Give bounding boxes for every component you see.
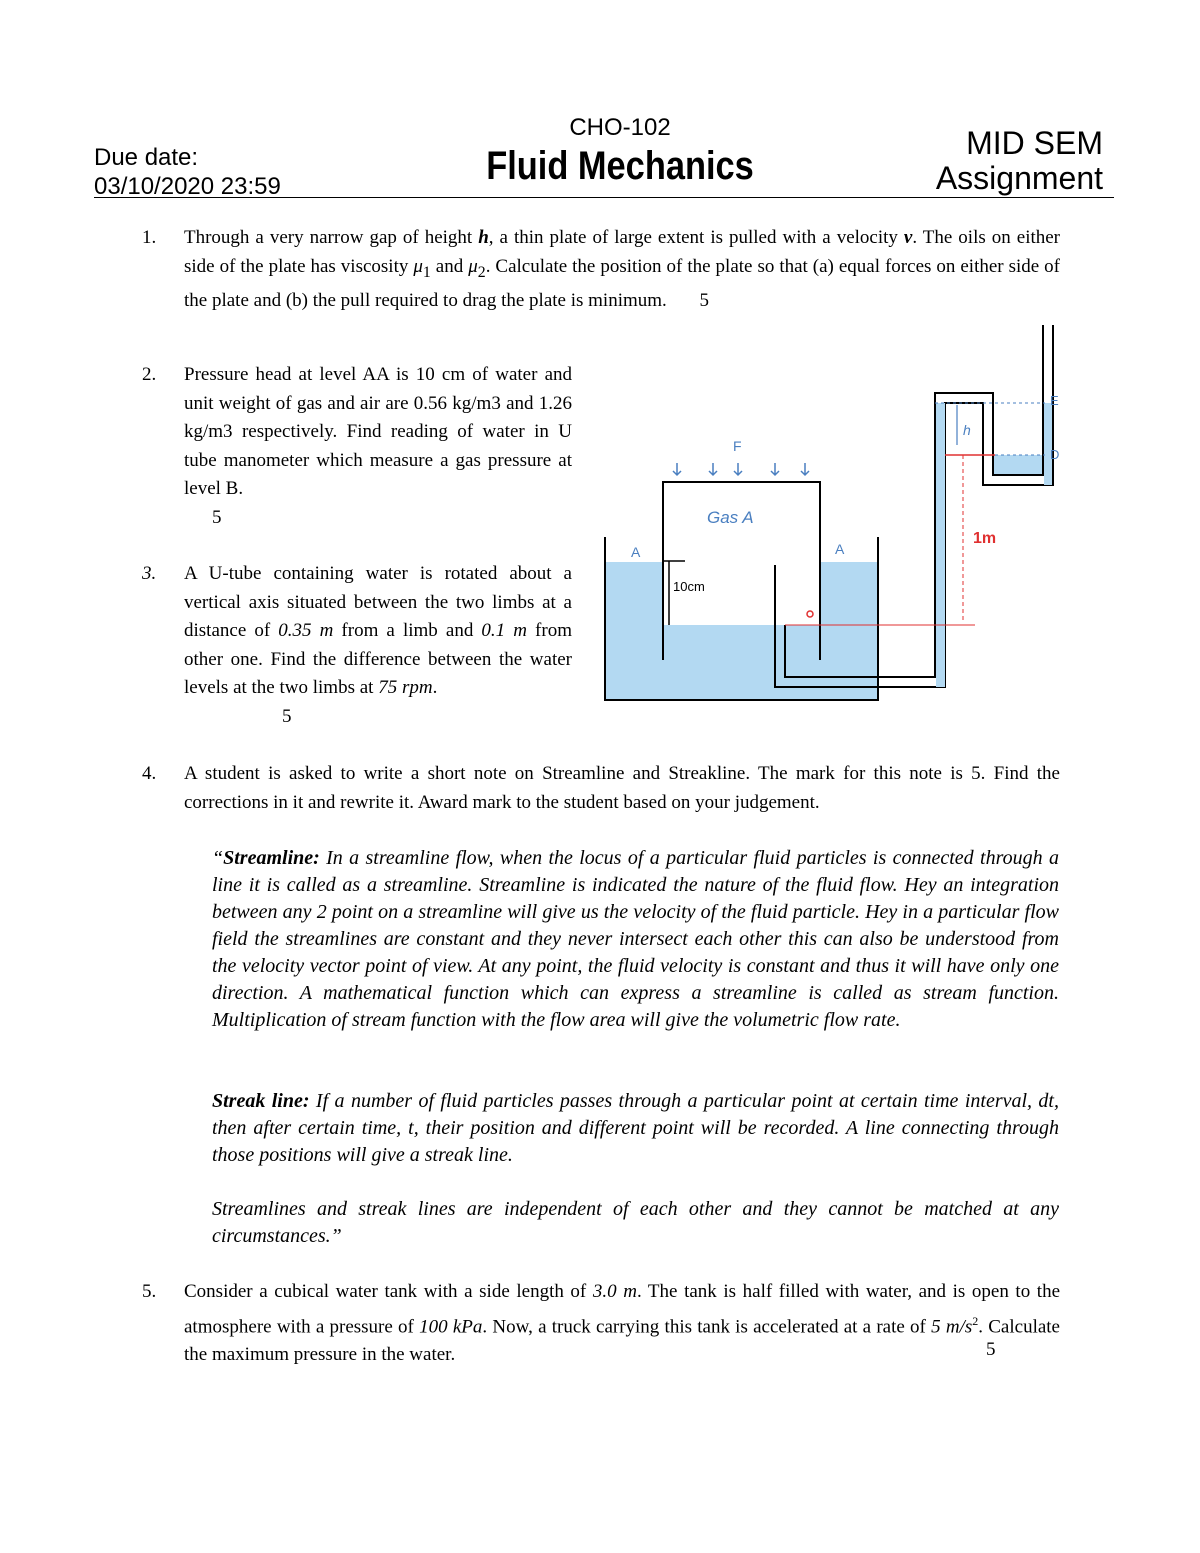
q4-number: 4. — [142, 763, 157, 784]
tank-water-left — [605, 562, 663, 627]
q4-note-closing: Streamlines and streak lines are independent of each other and they cannot be matched at any circumstances.” — [212, 1198, 1059, 1247]
q4-note-streamline-label: Streamline: — [223, 847, 320, 869]
q3-val-a: 0.35 m — [278, 620, 334, 641]
q1-mark: 5 — [699, 289, 710, 311]
label-d: D — [1050, 447, 1060, 462]
q3-val-b: 0.1 m — [481, 620, 527, 641]
q2-number: 2. — [142, 364, 157, 385]
q3-text — [184, 560, 572, 703]
q1-text-d: and — [430, 255, 469, 277]
q5-text — [184, 1278, 1060, 1370]
q5-text-b: . The tank is half filled with water, and is open to the atmosphere with a pressure of — [184, 1281, 1060, 1337]
course-title-block — [450, 114, 790, 190]
q4-text: A student is asked to write a short note on Streamline and Streakline. The mark for this note is 5. Find the corrections in it and rewrite it. Award mark to the student based on your judgement. — [184, 763, 1060, 813]
force-arrows — [673, 463, 809, 475]
label-a-right: A — [835, 541, 845, 557]
page-title: Fluid Mechanics — [486, 144, 754, 188]
q1-mu1-sub: 1 — [422, 263, 431, 281]
q1-mu2: μ — [468, 255, 478, 277]
label-a-left: A — [631, 544, 641, 560]
q1-text-a: Through a very narrow gap of height — [184, 227, 479, 248]
label-gas: Gas A — [707, 508, 754, 527]
label-force: F — [733, 438, 742, 454]
label-e: E — [1050, 393, 1059, 408]
label-1m: 1m — [973, 530, 997, 547]
label-h: h — [963, 422, 971, 438]
q1-mu2-sub: 2 — [477, 263, 486, 281]
q5-mark: 5 — [986, 1339, 996, 1360]
due-date-block — [94, 143, 281, 201]
manometer-water-right — [1044, 403, 1052, 485]
header-rule — [94, 197, 1114, 198]
q5-text-a: Consider a cubical water tank with a side length of — [184, 1281, 593, 1302]
q3-text-b: from a limb and — [333, 620, 482, 641]
q4-note-streamline-text: In a streamline flow, when the locus of a particular fluid particles is connected through a line it is called as a streamline. Streamline is indicated the nature of the fluid flow. Hey an integration between any 2 point on a streamline will give us the velocity of the fluid particle. Hey in a particular flow field the streamlines are constant and they never intersect each other this can also be understood from the velocity vector point of view. At any point, the fluid velocity is constant and thus it will have only one direction. A mathematical function which can express a streamline is called as stream function. Multiplication of stream function with the flow area will give the volumetric flow rate. — [212, 847, 1059, 1031]
q3-number: 3. — [142, 563, 157, 584]
q3-text-d: . — [432, 677, 438, 698]
q5-val-a: 3.0 m — [592, 1281, 637, 1302]
q2-mark: 5 — [212, 507, 222, 528]
course-code: CHO-102 — [569, 114, 671, 141]
q1-var-h: h — [478, 227, 489, 248]
label-10cm: 10cm — [673, 579, 705, 594]
q3-text-c: from other one. Find the difference between the water levels at the two limbs at — [184, 620, 572, 698]
q4-note-streak-text: If a number of fluid particles passes through a particular point at certain time interval, dt, then after certain time, t, their position and different point will be recorded. A line connecting through those positions will give a streak line. — [212, 1090, 1059, 1166]
q4-note-streak — [212, 1088, 1059, 1169]
doc-type: Assignment — [935, 160, 1103, 196]
q3-mark: 5 — [282, 706, 292, 727]
manometer-water-left — [936, 403, 945, 687]
q5-number: 5. — [142, 1281, 157, 1302]
q3-text-a: A U-tube containing water is rotated about a vertical axis situated between the two limbs at a distance of — [184, 563, 572, 641]
q1-number: 1. — [142, 227, 157, 248]
q1-mu1: μ — [413, 255, 423, 277]
exam-type: MID SEM — [966, 125, 1103, 161]
q5-val-c-sup: 2 — [972, 1313, 979, 1328]
manometer-figure — [595, 325, 1065, 710]
q5-val-c: 5 m/s — [931, 1315, 973, 1337]
due-date-label: Due date: — [94, 144, 199, 171]
q4-note-streak-label: Streak line: — [212, 1090, 310, 1112]
exam-type-block — [936, 126, 1103, 196]
due-date-value: 03/10/2020 23:59 — [94, 173, 281, 200]
q4-note-open-quote: “ — [212, 847, 224, 869]
q5-val-b: 100 kPa — [419, 1315, 483, 1337]
manometer-water-u — [994, 455, 1042, 474]
q1-text-c: . The oils on either side of the plate has viscosity — [184, 227, 1061, 277]
q1-text-e: . Calculate the position of the plate so that (a) equal forces on either side of the plate and (b) the pull required to drag the plate is minimum. — [184, 255, 1060, 311]
tank-water-right — [820, 562, 878, 627]
q4-note-streamline — [212, 845, 1059, 1034]
q5-text-d: . Calculate the maximum pressure in the water. — [184, 1315, 1060, 1366]
q3-val-c: 75 rpm — [378, 677, 433, 698]
q1-text-b: , a thin plate of large extent is pulled with a velocity — [488, 227, 904, 248]
q1-text — [184, 224, 1060, 315]
q1-var-v: v — [903, 227, 913, 248]
tank-water-low — [605, 625, 878, 700]
q5-text-c: . Now, a truck carrying this tank is accelerated at a rate of — [482, 1315, 932, 1337]
point-b-marker — [807, 611, 813, 617]
q2-text: Pressure head at level AA is 10 cm of water and unit weight of gas and air are 0.56 kg/m3 and 1.26 kg/m3 respectively. Find reading of water in U tube manometer which measure a gas pressure at level B. — [184, 364, 572, 499]
